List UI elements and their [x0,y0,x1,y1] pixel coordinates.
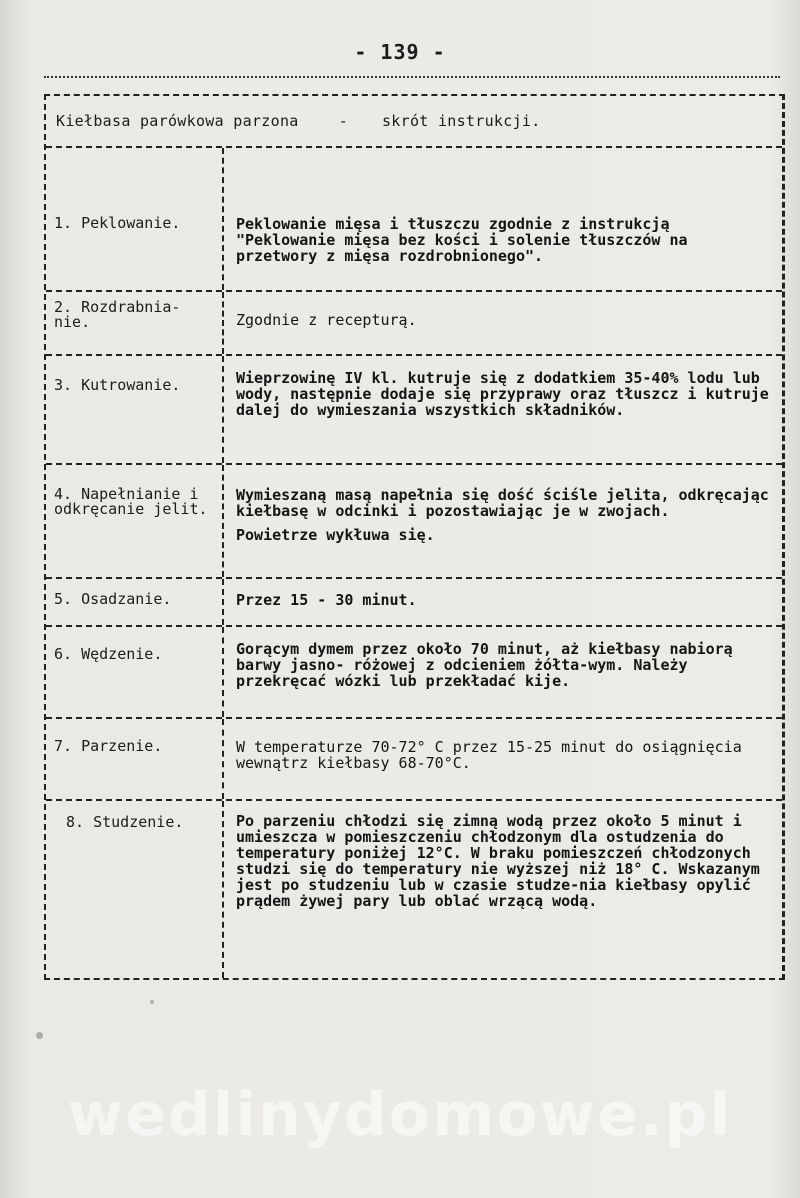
description-text: Zgodnie z recepturą. [236,311,417,329]
table-row [46,719,782,801]
step-description [224,292,782,354]
table-row [46,148,782,292]
table-row [46,356,782,465]
table-row [46,579,782,627]
step-description [224,148,782,290]
instruction-table [44,94,785,980]
description-text: Po parzeniu chłodzi się zimną wodą przez około 5 minut i umieszcza w pomieszczeniu chłodzonym dla ostudzenia do temperatury poniżej 12°C. W braku pomieszczeń chłodzonych studzi się do temperatury nie wyższej niż 18° C. Wskazanym jest po studzeniu lub w czasie studze-nia kiełbasy opylić prądem żywej pary lub oblać wrzącą wodą. [236,812,760,910]
description-text: Powietrze wykłuwa się. [236,526,435,544]
step-label: 4. Napełnianie i odkręcanie jelit. [46,465,224,577]
table-title: Kiełbasa parówkowa parzona [56,112,299,130]
step-label: 7. Parzenie. [46,719,224,799]
step-description [224,719,782,799]
description-text: Wymieszaną masą napełnia się dość ściśle jelita, odkręcając kiełbasę w odcinki i pozostawiając je w zwojach. [236,486,769,520]
step-label: 6. Wędzenie. [46,627,224,717]
table-title-note: skrót instrukcji. [381,112,541,130]
table-title-row [46,96,782,148]
description-text: Peklowanie mięsa i tłuszczu zgodnie z instrukcją "Peklowanie mięsa bez kości i solenie tłuszczów na przetwory z mięsa rozdrobnionego". [236,215,688,265]
step-label: 8. Studzenie. [46,801,224,978]
step-label: 5. Osadzanie. [46,579,224,625]
step-description [224,627,782,717]
step-description [224,579,782,625]
step-label: 3. Kutrowanie. [46,356,224,463]
table-row [46,801,782,978]
ink-smudge [150,1000,154,1004]
description-text: Przez 15 - 30 minut. [236,591,417,609]
step-description [224,465,782,577]
description-text: Wieprzowinę IV kl. kutruje się z dodatkiem 35-40% lodu lub wody, następnie dodaje się przyprawy oraz tłuszcz i kutruje dalej do wymieszania wszystkich składników. [236,369,769,419]
table-row [46,465,782,579]
step-description [224,356,782,463]
table-row [46,292,782,356]
step-label: 1. Peklowanie. [46,148,224,290]
top-dotted-rule [44,76,780,78]
description-text: Gorącym dymem przez około 70 minut, aż kiełbasy nabiorą barwy jasno- różowej z odcieniem żółta-wym. Należy przekręcać wózki lub przekładać kije. [236,640,733,690]
page-number: - 139 - [354,40,446,64]
ink-smudge [36,1032,43,1039]
step-description [224,801,782,978]
description-text: W temperaturze 70-72° C przez 15-25 minut do osiągnięcia wewnątrz kiełbasy 68-70°C. [236,738,742,772]
watermark: wedlinydomowe.pl [67,1080,733,1150]
table-title-dash: - [338,112,348,130]
step-label: 2. Rozdrabnia-nie. [46,292,224,354]
table-row [46,627,782,719]
